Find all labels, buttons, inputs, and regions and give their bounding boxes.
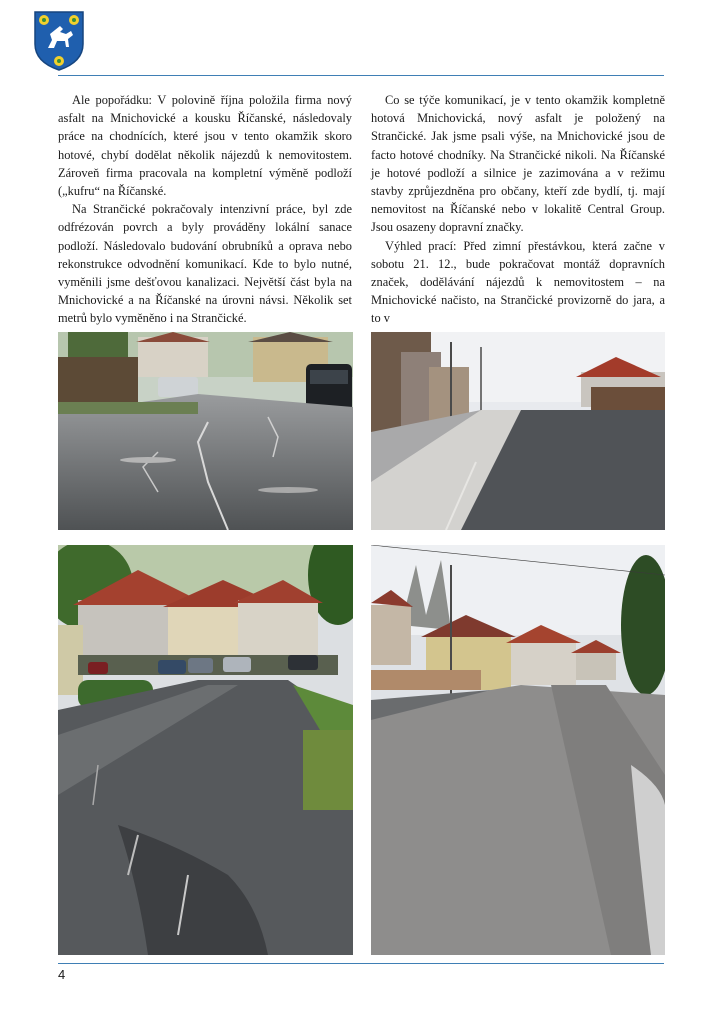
- paragraph: Na Strančické pokračovaly intenzivní práce, byl zde odfrézován povrch a byly prováděny lokální sanace podloží. Následovalo budování obrubníků a oprava nebo rekonstrukce odvodnění komunikací. Kde to bylo nutné, vyměnili jsme dešťovou kanalizaci. Největší část byla na Mnichovické a na Říčanské na úrovni návsi. Několik set metrů bylo vyměněno i na Strančické.: [58, 202, 352, 326]
- header-rule: [58, 75, 664, 76]
- paragraph: Výhled prací: Před zimní přestávkou, která začne v sobotu 21. 12., bude pokračovat montáž dopravních značek, dodělávání nájezdů k nemovitostem – na Mnichovické načisto, na Strančické provizorně do jara, a to v: [371, 238, 665, 326]
- photo-finished-road-village-houses: [371, 545, 665, 955]
- paragraph: Ale popořádku: V polovině října položila firma nový asfalt na Mnichovické a kousku Říčanské, následovaly práce na chodnících, které jsou v tento okamžik skoro hotové, chybí dodělat několik nájezdů k nemovitostem. Zároveň firma pracovala na kompletní výměně podloží („kufru“ na Říčanské.: [58, 93, 352, 199]
- photo-damaged-road-village-houses: [58, 545, 353, 955]
- footer-rule: [58, 963, 664, 964]
- photo-worn-road-with-cars: [58, 332, 353, 530]
- paragraph: Co se týče komunikací, je v tento okamžik kompletně hotová Mnichovická, nový asfalt je položený na Strančické. Jak jsme psali výše, na Mnichovické jsou de facto hotové chodníky. Na Strančické nikoli. Na Říčanské je hotové podloží a silnice je zazimována a v režimu stavby zprůjezdněna pro občany, kteří zde bydlí, tj. mají nemovitost na Říčanské nebo v lokalitě Central Group. Jsou osazeny dopravní značky.: [371, 93, 665, 235]
- article-right-column: [371, 91, 665, 328]
- municipal-coat-of-arms-icon: [33, 10, 85, 72]
- article-left-column: [58, 91, 352, 328]
- page-number: 4: [58, 967, 66, 982]
- photo-new-asphalt-road-with-sidewalk: [371, 332, 665, 530]
